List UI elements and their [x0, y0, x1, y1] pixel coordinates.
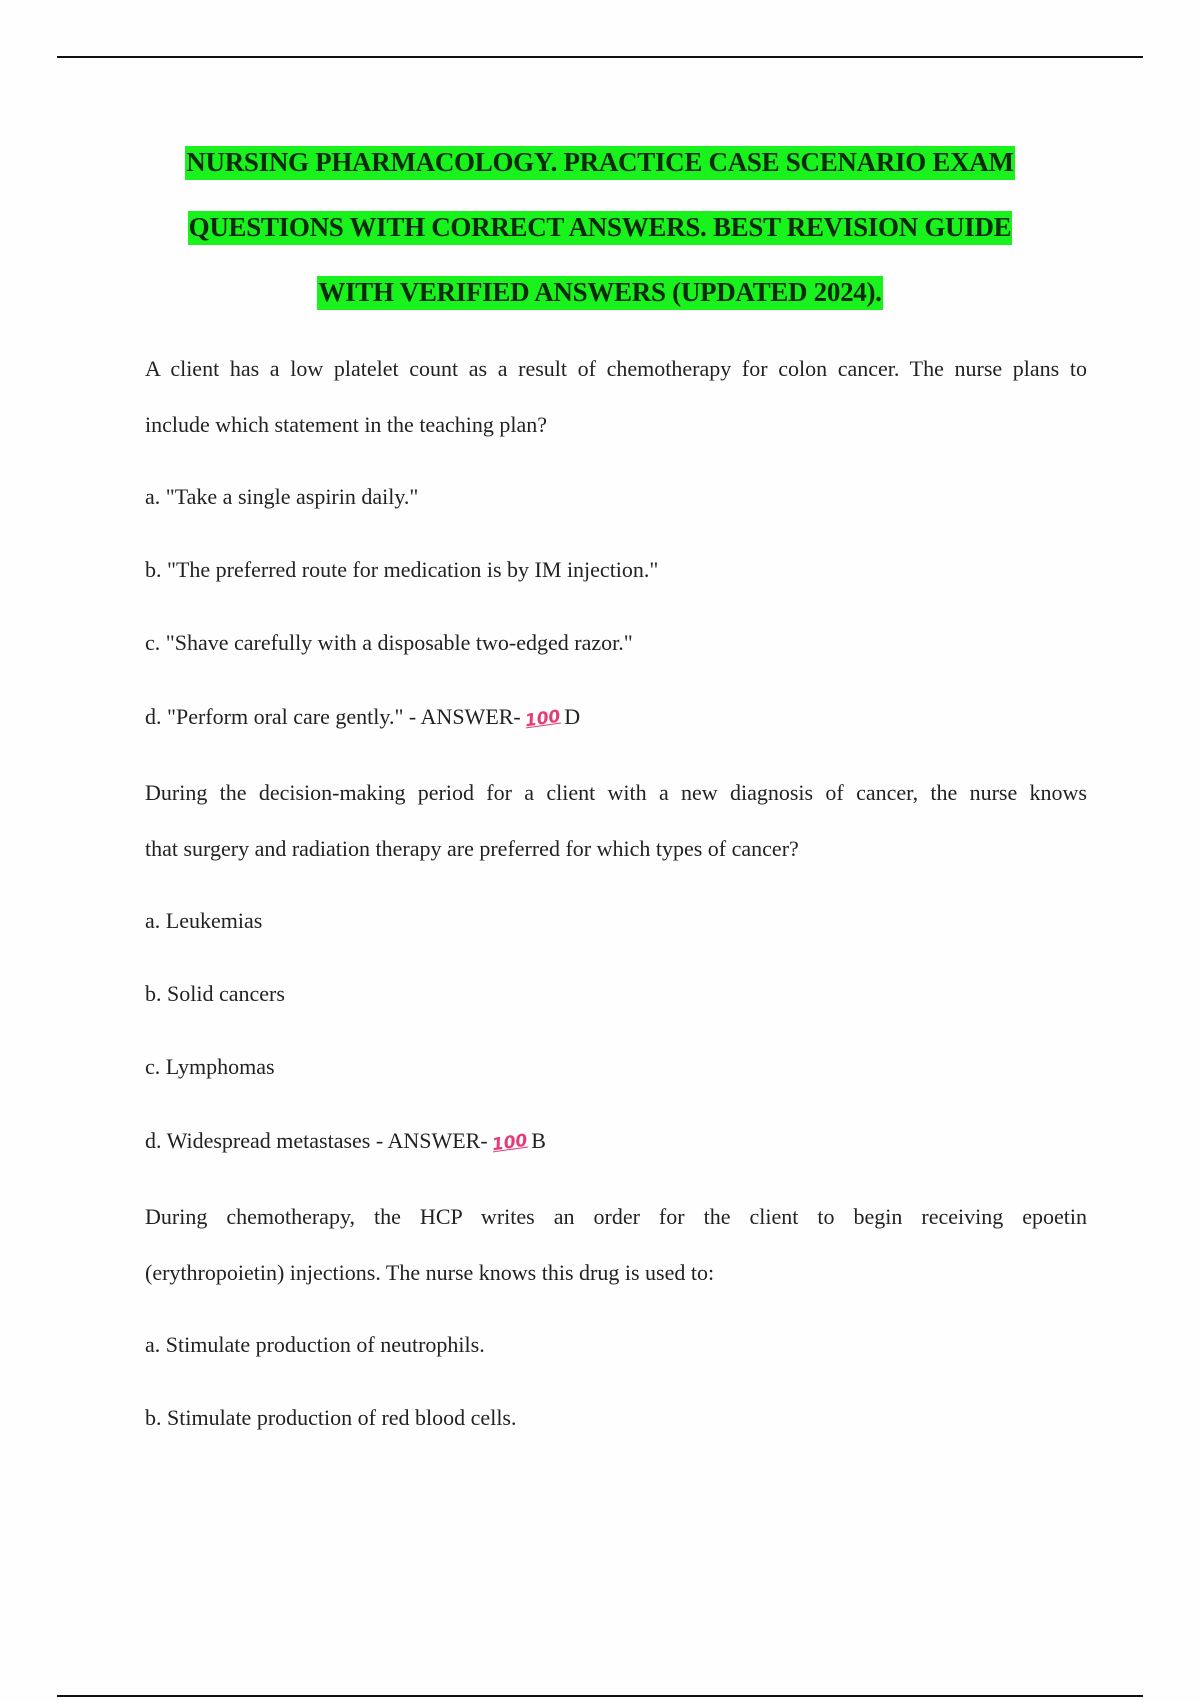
question-2-option-d [145, 1128, 546, 1154]
question-1-option-a: a. "Take a single aspirin daily." [145, 484, 419, 509]
hundred-points-icon: 100 [490, 1130, 529, 1156]
question-1-stem-line-1: A client has a low platelet count as a result of chemotherapy for colon cancer. The nurse plans to [145, 356, 1087, 381]
question-1-option-c: c. "Shave carefully with a disposable two-edged razor." [145, 630, 633, 655]
question-2-option-b: b. Solid cancers [145, 981, 285, 1006]
question-2-answer: B [531, 1128, 546, 1153]
question-1-option-d [145, 704, 580, 730]
question-2-option-c: c. Lymphomas [145, 1054, 275, 1079]
question-3-stem-line-2: (erythropoietin) injections. The nurse knows this drug is used to: [145, 1260, 715, 1285]
footer-rule [57, 1695, 1143, 1697]
question-2-stem-line-1: During the decision-making period for a client with a new diagnosis of cancer, the nurse knows [145, 780, 1087, 805]
document-title-line-2: QUESTIONS WITH CORRECT ANSWERS. BEST REVISION GUIDE [140, 212, 1060, 243]
question-2-stem-line-2: that surgery and radiation therapy are preferred for which types of cancer? [145, 836, 799, 861]
question-3-option-b: b. Stimulate production of red blood cells. [145, 1405, 517, 1430]
question-1-option-b: b. "The preferred route for medication is by IM injection." [145, 557, 659, 582]
document-title-line-3: WITH VERIFIED ANSWERS (UPDATED 2024). [140, 277, 1060, 308]
question-1-answer: D [564, 704, 581, 729]
document-title-line-1: NURSING PHARMACOLOGY. PRACTICE CASE SCENARIO EXAM [140, 147, 1060, 178]
hundred-points-icon: 100 [523, 706, 562, 732]
question-1-option-d-text: d. "Perform oral care gently." - ANSWER- [145, 704, 521, 729]
question-2-option-a: a. Leukemias [145, 908, 263, 933]
header-rule [57, 56, 1143, 58]
question-1-stem-line-2: include which statement in the teaching plan? [145, 412, 547, 437]
question-3-stem-line-1: During chemotherapy, the HCP writes an order for the client to begin receiving epoetin [145, 1204, 1087, 1229]
question-2-option-d-text: d. Widespread metastases - ANSWER- [145, 1128, 488, 1153]
question-3-option-a: a. Stimulate production of neutrophils. [145, 1332, 485, 1357]
